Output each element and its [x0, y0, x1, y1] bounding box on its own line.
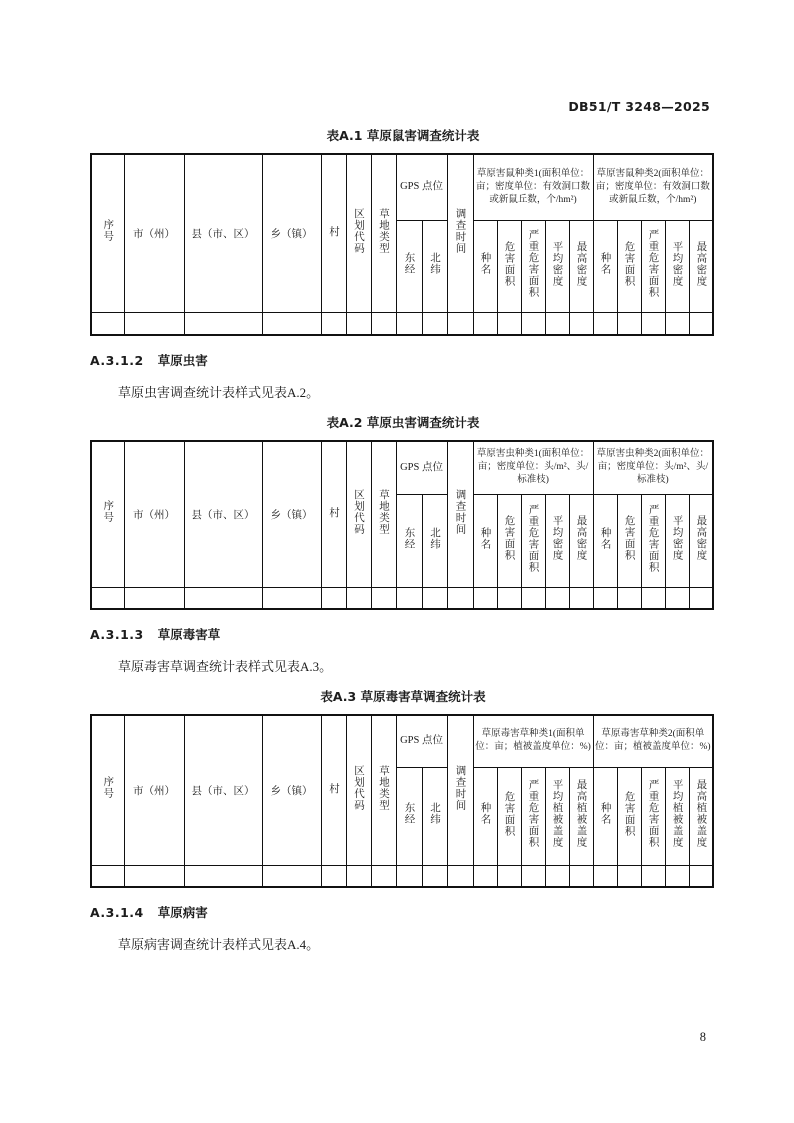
col-label: 县（市、区）: [191, 510, 255, 522]
col-group-gps-location: GPS 点位: [396, 441, 447, 494]
col-header-grassland-type: [371, 715, 396, 865]
page-content: [90, 128, 716, 953]
col-label: 北纬: [429, 252, 440, 275]
col-header-north-latitude: [422, 494, 447, 587]
col-label: 严重危害面积: [527, 779, 539, 848]
col-label: 乡（镇）: [270, 229, 313, 241]
data-cell: [371, 312, 396, 335]
col-label: 严重危害面积: [647, 503, 659, 573]
col-header-serial-number: [91, 154, 124, 312]
data-cell: [91, 865, 124, 887]
col-label: 危害面积: [503, 240, 515, 287]
col-header-max-density-2: [689, 220, 713, 312]
col-header-survey-time: [447, 441, 473, 587]
data-cell: [396, 312, 422, 335]
col-label: 危害面积: [503, 790, 515, 837]
col-label: 草地类型: [378, 764, 389, 811]
data-cell: [184, 587, 262, 609]
col-header-township: [262, 715, 321, 865]
data-cell: [569, 312, 593, 335]
col-label: 草地类型: [378, 488, 389, 535]
col-group-gps-location: GPS 点位: [396, 154, 447, 220]
data-cell: [321, 587, 346, 609]
col-label: 区划代码: [353, 207, 364, 254]
col-header-city-prefecture: [124, 441, 184, 587]
col-header-species-name-2: [593, 220, 617, 312]
data-cell: [521, 865, 545, 887]
data-cell: [521, 587, 545, 609]
data-cell: [545, 587, 569, 609]
col-header-east-longitude: [396, 220, 422, 312]
data-cell: [665, 312, 689, 335]
col-label: 序号: [102, 500, 114, 524]
heading-number: A.3.1.2: [90, 353, 144, 368]
data-cell: [497, 312, 521, 335]
col-label: 平均密度: [671, 515, 683, 561]
data-cell: [521, 312, 545, 335]
col-header-severe-damage-area-1: [521, 494, 545, 587]
data-cell: [447, 865, 473, 887]
data-cell: [617, 587, 641, 609]
data-cell: [569, 587, 593, 609]
col-header-average-density-2: [665, 494, 689, 587]
col-header-max-density-1: [569, 220, 593, 312]
col-header-village: [321, 441, 346, 587]
data-cell: [689, 865, 713, 887]
empty-data-row: [91, 587, 713, 609]
col-label: 平均植被盖度: [551, 779, 563, 848]
data-cell: [262, 587, 321, 609]
col-header-species-name-1: [473, 220, 497, 312]
table-a1-rodent-survey: [90, 153, 714, 336]
col-label: 北纬: [429, 802, 440, 825]
data-cell: [371, 587, 396, 609]
data-cell: [473, 587, 497, 609]
data-cell: [473, 312, 497, 335]
data-cell: [346, 865, 371, 887]
table-title-a3-poisonous-weed-survey: 表A.3 草原毒害草调查统计表: [320, 689, 486, 704]
col-label: 最高密度: [575, 515, 587, 561]
data-cell: [545, 865, 569, 887]
col-header-average-density-1: [545, 494, 569, 587]
species-group-2-header: 草原害虫种类2(面积单位：亩；密度单位：头/m²、头/标准枝): [593, 441, 713, 494]
data-cell: [396, 865, 422, 887]
col-header-north-latitude: [422, 220, 447, 312]
col-header-county: [184, 154, 262, 312]
col-header-average-vegetation-coverage-1: [545, 767, 569, 865]
data-cell: [422, 587, 447, 609]
data-cell: [665, 865, 689, 887]
table-a3-poisonous-weed-survey: [90, 714, 714, 888]
section-heading-a-3-1-3: [90, 627, 716, 643]
col-label: 市（州）: [133, 229, 175, 241]
col-label: 村: [328, 506, 339, 519]
col-header-division-code: [346, 154, 371, 312]
col-label: 最高植被盖度: [695, 779, 707, 848]
col-label: 种名: [599, 526, 611, 550]
col-header-division-code: [346, 715, 371, 865]
data-cell: [497, 587, 521, 609]
col-label: 种名: [479, 526, 491, 550]
col-label: 序号: [102, 219, 114, 243]
col-header-species-name-1: [473, 767, 497, 865]
col-header-city-prefecture: [124, 154, 184, 312]
data-cell: [371, 865, 396, 887]
col-header-average-density-2: [665, 220, 689, 312]
data-cell: [473, 865, 497, 887]
col-label: 区划代码: [353, 764, 364, 811]
col-header-serial-number: [91, 715, 124, 865]
doc-standard-number: DB51/T 3248—2025: [568, 99, 710, 114]
data-cell: [641, 865, 665, 887]
col-label: 平均密度: [551, 240, 563, 287]
col-header-grassland-type: [371, 441, 396, 587]
col-header-village: [321, 715, 346, 865]
data-cell: [262, 865, 321, 887]
col-header-township: [262, 154, 321, 312]
col-header-city-prefecture: [124, 715, 184, 865]
empty-data-row: [91, 312, 713, 335]
col-label: 危害面积: [623, 790, 635, 837]
col-header-max-density-2: [689, 494, 713, 587]
col-header-severe-damage-area-2: [641, 767, 665, 865]
col-header-county: [184, 715, 262, 865]
col-header-damage-area-1: [497, 220, 521, 312]
data-cell: [569, 865, 593, 887]
col-header-species-name-1: [473, 494, 497, 587]
body-paragraph: 草原虫害调查统计表样式见表A.2。: [118, 385, 320, 400]
col-header-average-vegetation-coverage-2: [665, 767, 689, 865]
col-label: 东经: [403, 802, 415, 825]
col-header-max-vegetation-coverage-1: [569, 767, 593, 865]
species-group-1-header: 草原害鼠种类1(面积单位：亩；密度单位：有效洞口数或新鼠丘数，个/hm²): [473, 154, 593, 220]
data-cell: [422, 865, 447, 887]
col-header-grassland-type: [371, 154, 396, 312]
data-cell: [396, 587, 422, 609]
data-cell: [641, 587, 665, 609]
table-a2-insect-survey: [90, 440, 714, 610]
data-cell: [262, 312, 321, 335]
col-header-average-density-1: [545, 220, 569, 312]
col-header-county: [184, 441, 262, 587]
col-label: 严重危害面积: [527, 503, 539, 573]
col-header-max-density-1: [569, 494, 593, 587]
col-header-village: [321, 154, 346, 312]
heading-number: A.3.1.4: [90, 905, 144, 920]
col-header-severe-damage-area-1: [521, 767, 545, 865]
data-cell: [593, 865, 617, 887]
data-cell: [321, 312, 346, 335]
col-label: 严重危害面积: [527, 229, 539, 298]
data-cell: [617, 865, 641, 887]
data-cell: [91, 312, 124, 335]
heading-text: 草原病害: [157, 905, 208, 920]
col-label: 危害面积: [503, 515, 515, 561]
data-cell: [593, 312, 617, 335]
data-cell: [641, 312, 665, 335]
data-cell: [91, 587, 124, 609]
col-label: 乡（镇）: [270, 786, 313, 798]
data-cell: [447, 587, 473, 609]
col-label: 平均密度: [551, 515, 563, 561]
body-paragraph: 草原毒害草调查统计表样式见表A.3。: [118, 659, 333, 674]
species-group-2-header: 草原毒害草种类2(面积单位：亩；植被盖度单位：%): [593, 715, 713, 767]
data-cell: [422, 312, 447, 335]
section-heading-a-3-1-2: [90, 353, 716, 369]
col-label: 调查时间: [454, 488, 466, 535]
col-header-east-longitude: [396, 767, 422, 865]
col-label: 县（市、区）: [191, 229, 255, 241]
col-group-gps-location: GPS 点位: [396, 715, 447, 767]
col-label: 最高密度: [695, 240, 707, 287]
col-header-north-latitude: [422, 767, 447, 865]
col-header-damage-area-2: [617, 494, 641, 587]
col-header-township: [262, 441, 321, 587]
data-cell: [447, 312, 473, 335]
data-cell: [617, 312, 641, 335]
body-paragraph: 草原病害调查统计表样式见表A.4。: [118, 937, 320, 952]
heading-number: A.3.1.3: [90, 627, 144, 642]
col-header-damage-area-1: [497, 767, 521, 865]
heading-text: 草原虫害: [157, 353, 208, 368]
data-cell: [346, 587, 371, 609]
data-cell: [545, 312, 569, 335]
data-cell: [124, 587, 184, 609]
col-label: 种名: [479, 802, 491, 825]
col-label: 区划代码: [353, 488, 364, 535]
col-label: 北纬: [429, 526, 440, 550]
col-label: 序号: [102, 776, 114, 800]
col-label: 平均植被盖度: [671, 779, 683, 848]
col-label: 种名: [599, 252, 611, 275]
data-cell: [321, 865, 346, 887]
species-group-2-header: 草原害鼠种类2(面积单位：亩；密度单位：有效洞口数或新鼠丘数，个/hm²): [593, 154, 713, 220]
col-label: 最高密度: [575, 240, 587, 287]
empty-data-row: [91, 865, 713, 887]
col-label: 最高植被盖度: [575, 779, 587, 848]
data-cell: [689, 587, 713, 609]
col-label: 市（州）: [133, 786, 175, 798]
col-label: 东经: [403, 526, 415, 550]
col-label: 种名: [479, 252, 491, 275]
col-label: 市（州）: [133, 510, 175, 522]
col-label: 乡（镇）: [270, 510, 313, 522]
data-cell: [184, 312, 262, 335]
col-label: 村: [328, 782, 339, 795]
data-cell: [346, 312, 371, 335]
col-header-max-vegetation-coverage-2: [689, 767, 713, 865]
data-cell: [497, 865, 521, 887]
col-label: 危害面积: [623, 240, 635, 287]
col-header-damage-area-2: [617, 220, 641, 312]
col-label: 调查时间: [454, 764, 466, 811]
col-header-survey-time: [447, 715, 473, 865]
col-label: 调查时间: [454, 207, 466, 254]
heading-text: 草原毒害草: [157, 627, 221, 642]
col-label: 最高密度: [695, 515, 707, 561]
species-group-1-header: 草原毒害草种类1(面积单位：亩；植被盖度单位：%): [473, 715, 593, 767]
col-header-division-code: [346, 441, 371, 587]
col-label: 严重危害面积: [647, 779, 659, 848]
col-label: 村: [328, 225, 339, 238]
table-title-a1-rodent-survey: 表A.1 草原鼠害调查统计表: [326, 128, 480, 143]
data-cell: [593, 587, 617, 609]
col-header-east-longitude: [396, 494, 422, 587]
col-label: 平均密度: [671, 240, 683, 287]
table-title-a2-insect-survey: 表A.2 草原虫害调查统计表: [326, 415, 480, 430]
page-number: 8: [699, 1030, 706, 1044]
data-cell: [124, 865, 184, 887]
col-header-severe-damage-area-2: [641, 220, 665, 312]
col-header-severe-damage-area-2: [641, 494, 665, 587]
col-label: 草地类型: [378, 207, 389, 254]
col-header-damage-area-2: [617, 767, 641, 865]
data-cell: [689, 312, 713, 335]
col-label: 县（市、区）: [191, 786, 255, 798]
col-label: 严重危害面积: [647, 229, 659, 298]
species-group-1-header: 草原害虫种类1(面积单位：亩；密度单位：头/m²、头/标准枝): [473, 441, 593, 494]
col-label: 种名: [599, 802, 611, 825]
col-header-severe-damage-area-1: [521, 220, 545, 312]
data-cell: [124, 312, 184, 335]
col-header-survey-time: [447, 154, 473, 312]
col-header-serial-number: [91, 441, 124, 587]
col-header-species-name-2: [593, 767, 617, 865]
col-header-damage-area-1: [497, 494, 521, 587]
data-cell: [184, 865, 262, 887]
section-heading-a-3-1-4: [90, 905, 716, 921]
data-cell: [665, 587, 689, 609]
col-label: 东经: [403, 252, 415, 275]
col-label: 危害面积: [623, 515, 635, 561]
col-header-species-name-2: [593, 494, 617, 587]
